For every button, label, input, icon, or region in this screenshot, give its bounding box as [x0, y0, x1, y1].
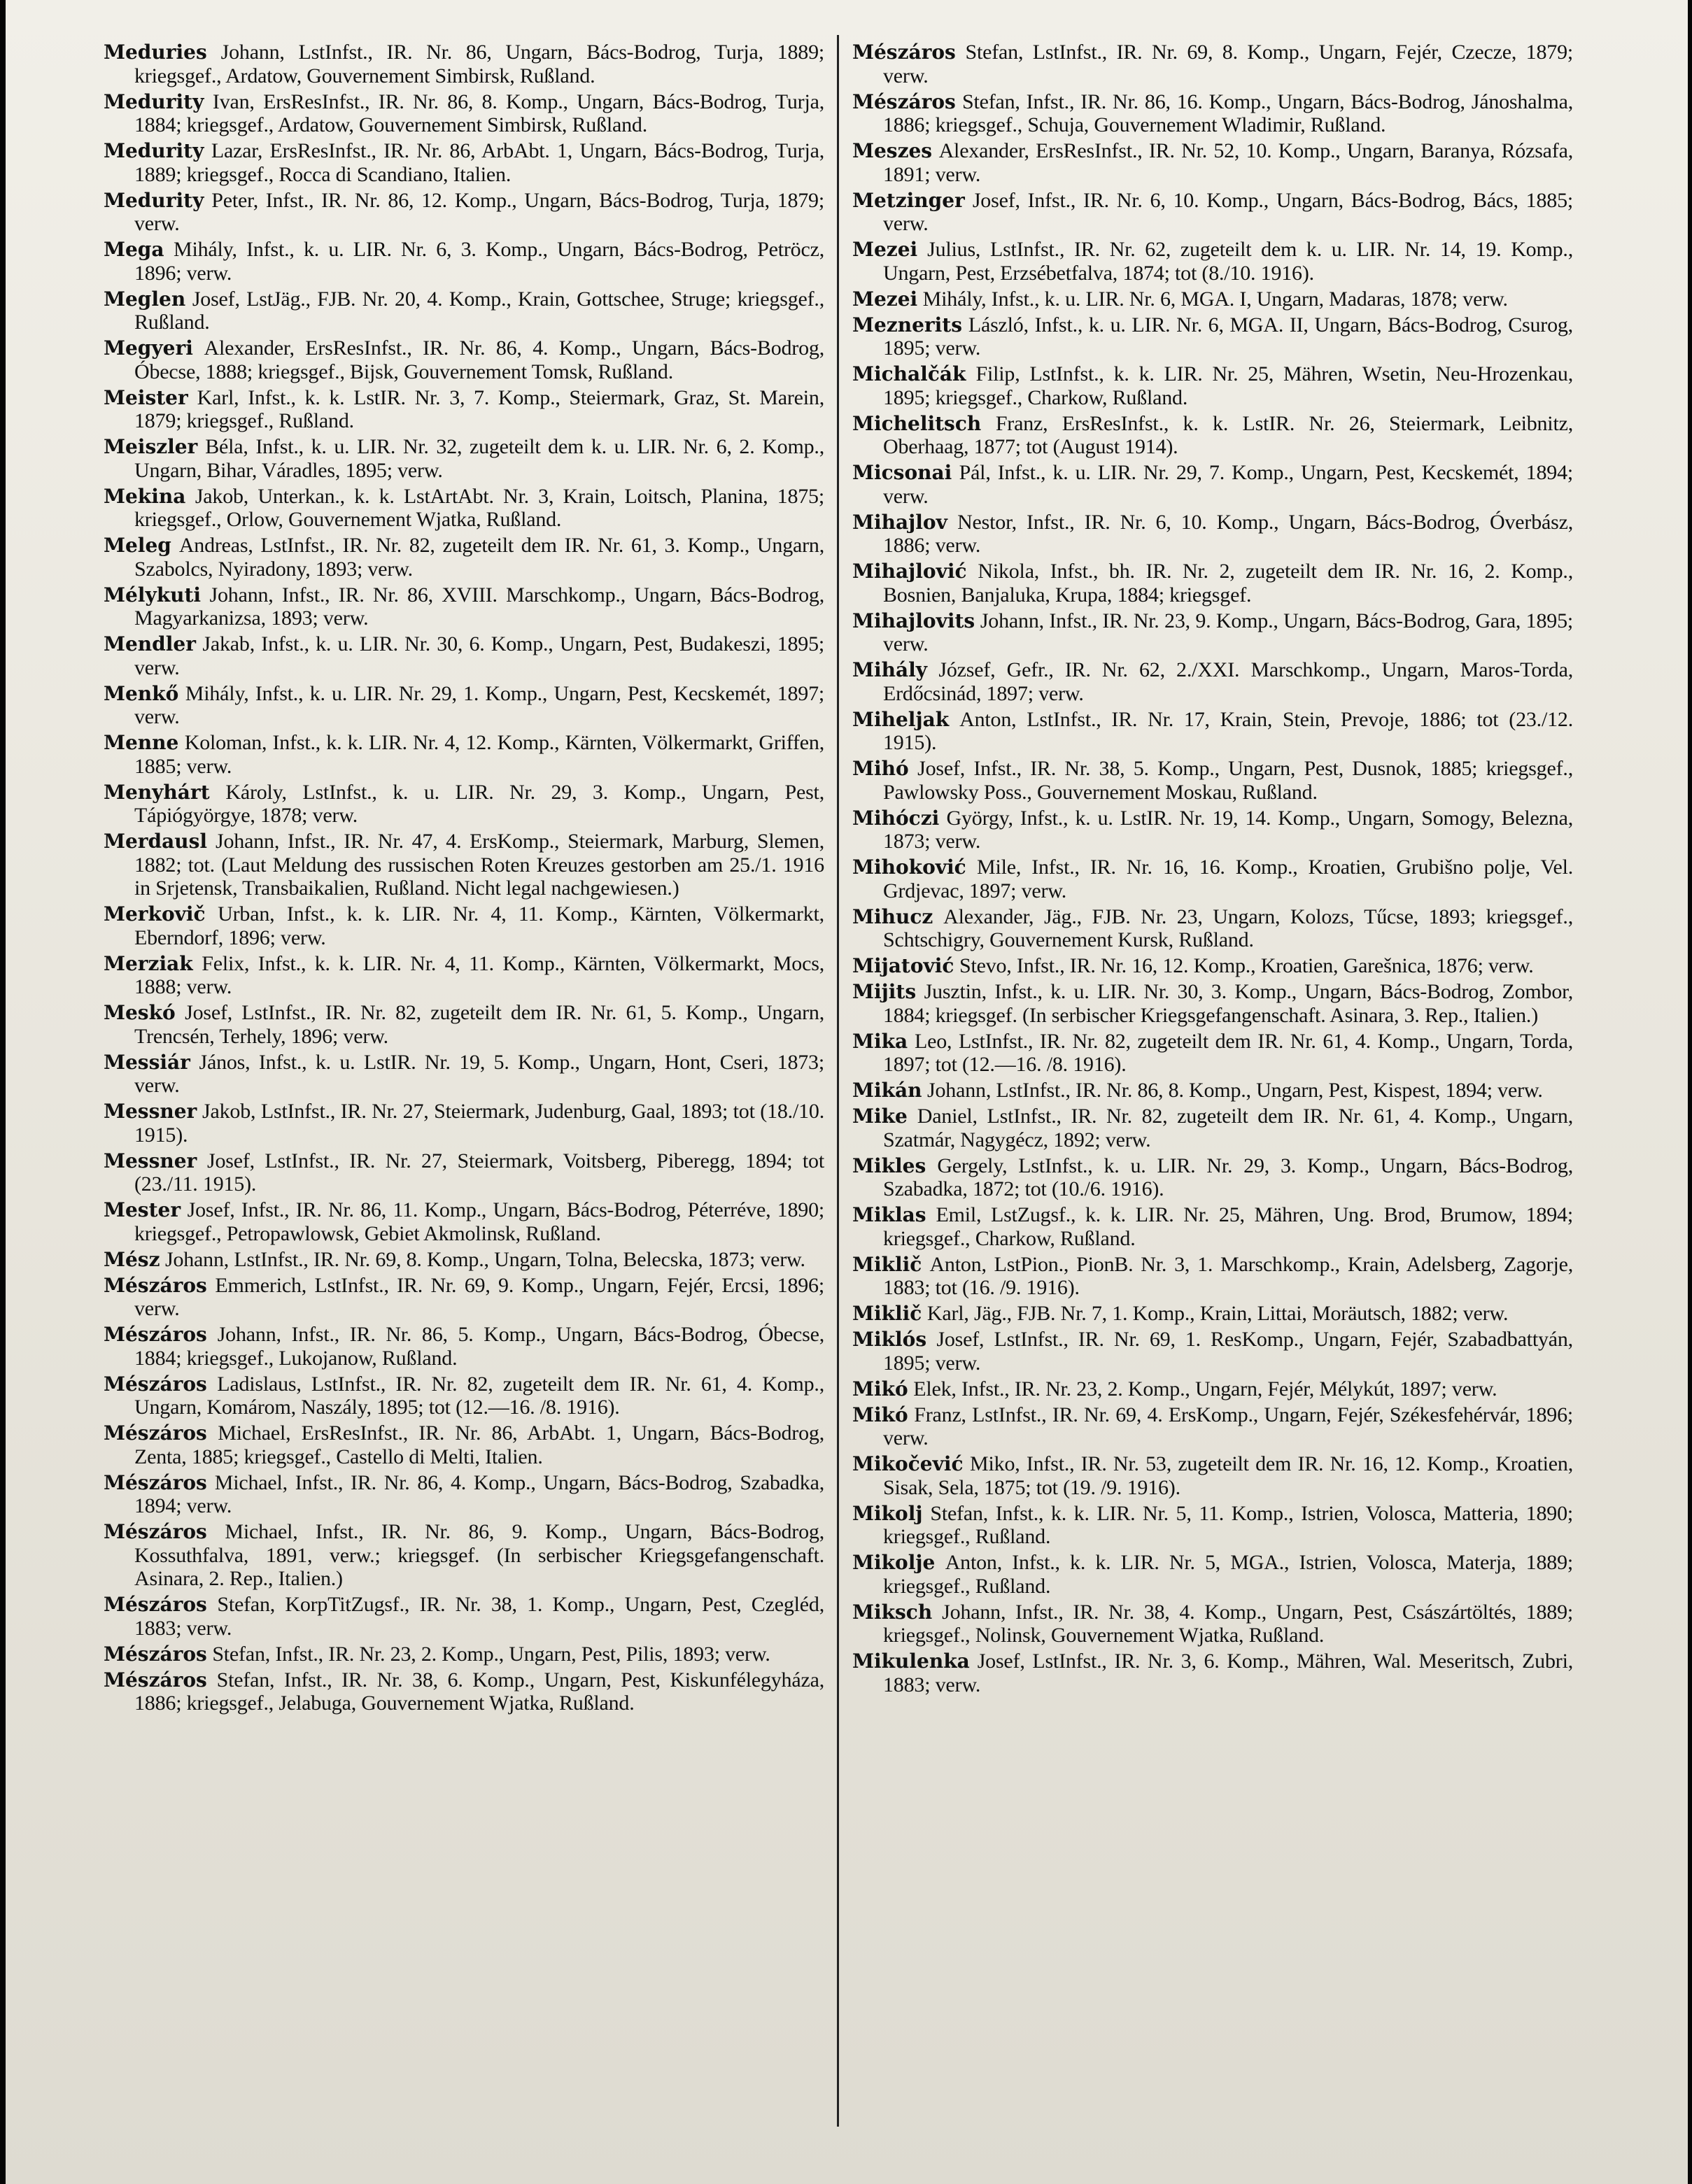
entry-surname: Meister: [104, 385, 188, 409]
list-entry: [852, 1079, 1573, 1102]
entry-surname: Michelitsch: [852, 411, 982, 435]
entry-details: Josef, LstInfst., IR. Nr. 27, Steiermark, Voitsberg, Piberegg, 1894; tot (23./11. 1915).: [134, 1149, 824, 1196]
list-entry: [104, 1051, 824, 1098]
entry-surname: Miklič: [852, 1252, 922, 1276]
list-entry: [104, 781, 824, 828]
entry-details: Emil, LstZugsf., k. k. LIR. Nr. 25, Mähren, Ung. Brod, Brumow, 1894; kriegsgef., Charkow, Rußland.: [883, 1203, 1573, 1250]
entry-surname: Mijits: [852, 980, 917, 1003]
list-entry: [104, 731, 824, 778]
entry-details: Michael, ErsResInfst., IR. Nr. 86, ArbAbt. 1, Ungarn, Bács-Bodrog, Zenta, 1885; kriegsgef., Castello di Melti, Italien.: [134, 1421, 825, 1468]
entry-surname: Mikán: [852, 1079, 922, 1102]
right-column: [852, 41, 1573, 1699]
entry-surname: Micsonai: [852, 461, 952, 484]
list-entry: [104, 583, 824, 630]
entry-surname: Mihajlovits: [852, 609, 975, 632]
list-entry: [104, 41, 824, 87]
list-entry: [852, 1030, 1573, 1077]
entry-details: Josef, Infst., IR. Nr. 6, 10. Komp., Ungarn, Bács-Bodrog, Bács, 1885; verw.: [883, 188, 1573, 235]
list-entry: [104, 1593, 824, 1640]
list-entry: [104, 90, 824, 137]
list-entry: [852, 189, 1573, 236]
list-entry: [852, 461, 1573, 508]
entry-details: Leo, LstInfst., IR. Nr. 82, zugeteilt dem IR. Nr. 61, 4. Komp., Ungarn, Torda, 1897; tot (12.—16. /8. 1916).: [883, 1029, 1573, 1076]
entry-surname: Mijatović: [852, 954, 954, 977]
list-entry: [104, 952, 824, 999]
entry-details: Michael, Infst., IR. Nr. 86, 4. Komp., Ungarn, Bács-Bodrog, Szabadka, 1894; verw.: [134, 1470, 824, 1517]
entry-surname: Mikles: [852, 1154, 926, 1177]
list-entry: [852, 905, 1573, 952]
list-entry: [852, 313, 1573, 360]
list-entry: [852, 1203, 1573, 1250]
list-entry: [852, 511, 1573, 558]
entry-details: Johann, LstInfst., IR. Nr. 69, 8. Komp., Ungarn, Tolna, Belecska, 1873; verw.: [164, 1247, 805, 1271]
entry-surname: Mezei: [852, 238, 918, 261]
list-entry: [852, 1650, 1573, 1696]
entry-surname: Mészáros: [104, 1520, 207, 1543]
entry-details: József, Gefr., IR. Nr. 62, 2./XXI. Marschkomp., Ungarn, Maros-Torda, Erdőcsinád, 1897; verw.: [883, 658, 1574, 705]
entry-details: Mihály, Infst., k. u. LIR. Nr. 29, 1. Komp., Ungarn, Pest, Kecskemét, 1897; verw.: [134, 681, 825, 728]
list-entry: [104, 1471, 824, 1518]
entry-surname: Merziak: [104, 951, 193, 975]
entry-surname: Mészáros: [104, 1372, 207, 1396]
list-entry: [104, 1001, 824, 1048]
entry-surname: Mészáros: [104, 1593, 207, 1616]
entry-details: Julius, LstInfst., IR. Nr. 62, zugeteilt dem k. u. LIR. Nr. 14, 19. Komp., Ungarn, Pest, Erzsébetfalva, 1874; tot (8./10. 1916).: [883, 238, 1574, 285]
entry-surname: Mike: [852, 1105, 908, 1128]
entry-details: Nikola, Infst., bh. IR. Nr. 2, zugeteilt dem IR. Nr. 16, 2. Komp., Bosnien, Banjaluka, Krupa, 1884; kriegsgef.: [883, 560, 1574, 607]
entry-surname: Mihoković: [852, 856, 966, 879]
entry-details: Michael, Infst., IR. Nr. 86, 9. Komp., Ungarn, Bács-Bodrog, Kossuthfalva, 1891, verw.; kriegsgef. (In serbischer Kriegsgefangenschaft. Asinara, 2. Rep., Italien.): [134, 1520, 824, 1590]
left-column: [104, 41, 824, 1717]
entry-details: Johann, Infst., IR. Nr. 86, XVIII. Marschkomp., Ungarn, Bács-Bodrog, Magyarkanizsa, 1893; verw.: [134, 583, 825, 630]
entry-surname: Messner: [104, 1100, 197, 1123]
list-entry: [852, 757, 1573, 804]
list-entry: [104, 1100, 824, 1147]
entry-details: Jakab, Infst., k. u. LIR. Nr. 30, 6. Komp., Ungarn, Pest, Budakeszi, 1895; verw.: [134, 632, 825, 679]
entry-details: Johann, LstInfst., IR. Nr. 86, Ungarn, Bács-Bodrog, Turja, 1889; kriegsgef., Ardatow, Gouvernement Simbirsk, Rußland.: [134, 41, 824, 87]
list-entry: [852, 1154, 1573, 1201]
entry-details: Johann, LstInfst., IR. Nr. 86, 8. Komp., Ungarn, Pest, Kispest, 1894; verw.: [927, 1079, 1543, 1102]
entry-surname: Meznerits: [852, 313, 962, 336]
list-entry: [852, 288, 1573, 311]
list-entry: [852, 1601, 1573, 1647]
entry-details: Josef, LstInfst., IR. Nr. 3, 6. Komp., Mähren, Wal. Meseritsch, Zubri, 1883; verw.: [883, 1650, 1573, 1696]
entry-surname: Meglen: [104, 287, 186, 311]
list-entry: [852, 560, 1573, 607]
entry-surname: Menkő: [104, 681, 179, 705]
entry-surname: Meleg: [104, 534, 171, 557]
list-entry: [104, 902, 824, 949]
list-entry: [104, 189, 824, 236]
entry-details: Daniel, LstInfst., IR. Nr. 82, zugeteilt dem IR. Nr. 61, 4. Komp., Ungarn, Szatmár, Nagygécz, 1892; verw.: [883, 1105, 1574, 1151]
entry-surname: Menne: [104, 731, 179, 754]
list-entry: [852, 609, 1573, 656]
entry-details: Stevo, Infst., IR. Nr. 16, 12. Komp., Kroatien, Garešnica, 1876; verw.: [959, 954, 1534, 977]
entry-surname: Mészáros: [104, 1470, 207, 1494]
list-entry: [852, 1302, 1573, 1326]
entry-surname: Miheljak: [852, 707, 950, 731]
list-entry: [852, 238, 1573, 285]
list-entry: [104, 238, 824, 285]
entry-details: Mihály, Infst., k. u. LIR. Nr. 6, 3. Komp., Ungarn, Bács-Bodrog, Petröcz, 1896; verw.: [134, 238, 824, 285]
entry-surname: Meskó: [104, 1001, 176, 1024]
entry-surname: Meszes: [852, 139, 933, 162]
entry-details: Josef, LstInfst., IR. Nr. 69, 1. ResKomp., Ungarn, Fejér, Szabadbattyán, 1895; verw.: [883, 1328, 1573, 1375]
entry-details: Johann, Infst., IR. Nr. 47, 4. ErsKomp., Steiermark, Marburg, Slemen, 1882; tot. (Laut Meldung des russischen Roten Kreuzes gestorben am 25./1. 1916 in Srjetensk, Transbaikalien, Rußland. Nicht legal nachgewiesen.): [134, 830, 825, 900]
entry-details: Anton, Infst., k. k. LIR. Nr. 5, MGA., Istrien, Volosca, Materja, 1889; kriegsgef., Rußland.: [883, 1551, 1574, 1598]
list-entry: [852, 90, 1573, 137]
entry-surname: Meduries: [104, 41, 207, 64]
entry-surname: Mika: [852, 1029, 908, 1053]
list-entry: [104, 139, 824, 186]
entry-details: Filip, LstInfst., k. k. LIR. Nr. 25, Mähren, Wsetin, Neu-Hrozenkau, 1895; kriegsgef., Charkow, Rußland.: [883, 362, 1574, 409]
entry-details: Mile, Infst., IR. Nr. 16, 16. Komp., Kroatien, Grubišno polje, Vel. Grdjevac, 1897; verw.: [883, 856, 1574, 902]
entry-details: Emmerich, LstInfst., IR. Nr. 69, 9. Komp., Ungarn, Fejér, Ercsi, 1896; verw.: [134, 1273, 824, 1320]
entry-surname: Mészáros: [104, 1421, 207, 1445]
entry-surname: Mihóczi: [852, 806, 940, 830]
entry-surname: Mihó: [852, 757, 909, 780]
entry-surname: Meiszler: [104, 435, 198, 458]
list-entry: [852, 1328, 1573, 1375]
entry-details: Ivan, ErsResInfst., IR. Nr. 86, 8. Komp., Ungarn, Bács-Bodrog, Turja, 1884; kriegsgef., Ardatow, Gouvernement Simbirsk, Rußland.: [134, 90, 825, 136]
entry-details: Gergely, LstInfst., k. u. LIR. Nr. 29, 3. Komp., Ungarn, Bács-Bodrog, Szabadka, 1872; tot (10./6. 1916).: [883, 1154, 1573, 1200]
document-page: [6, 0, 1688, 2184]
list-entry: [852, 1377, 1573, 1401]
list-entry: [104, 1643, 824, 1666]
entry-surname: Michalčák: [852, 362, 966, 385]
entry-surname: Mészáros: [104, 1273, 207, 1297]
entry-details: Anton, LstInfst., IR. Nr. 17, Krain, Stein, Prevoje, 1886; tot (23./12. 1915).: [883, 707, 1573, 754]
entry-details: Josef, Infst., IR. Nr. 86, 11. Komp., Ungarn, Bács-Bodrog, Péterréve, 1890; kriegsgef., Petropawlowsk, Gebiet Akmolinsk, Rußland.: [134, 1198, 825, 1245]
entry-details: Anton, LstPion., PionB. Nr. 3, 1. Marschkomp., Krain, Adelsberg, Zagorje, 1883; tot (16. /9. 1916).: [883, 1252, 1574, 1299]
list-entry: [104, 336, 824, 383]
list-entry: [104, 1323, 824, 1370]
entry-details: Miko, Infst., IR. Nr. 53, zugeteilt dem IR. Nr. 16, 12. Komp., Kroatien, Sisak, Sela, 1875; tot (19. /9. 1916).: [883, 1452, 1573, 1499]
list-entry: [104, 632, 824, 679]
entry-details: György, Infst., k. u. LstIR. Nr. 19, 14. Komp., Ungarn, Somogy, Belezna, 1873; verw.: [883, 806, 1573, 853]
entry-details: Jusztin, Infst., k. u. LIR. Nr. 30, 3. Komp., Ungarn, Bács-Bodrog, Zombor, 1884; kriegsgef. (In serbischer Kriegsgefangenschaft. Asinara, 3. Rep., Italien.): [883, 980, 1574, 1027]
entry-details: Jakob, LstInfst., IR. Nr. 27, Steiermark, Judenburg, Gaal, 1893; tot (18./10. 1915).: [134, 1100, 825, 1147]
entry-surname: Mészáros: [852, 90, 956, 113]
list-entry: [852, 708, 1573, 755]
entry-surname: Mester: [104, 1198, 181, 1221]
entry-details: Koloman, Infst., k. k. LIR. Nr. 4, 12. Komp., Kärnten, Völkermarkt, Griffen, 1885; verw.: [134, 731, 825, 778]
entry-details: Károly, LstInfst., k. u. LIR. Nr. 29, 3. Komp., Ungarn, Pest, Tápiógyörgye, 1878; verw.: [134, 780, 824, 827]
entry-details: Stefan, Infst., IR. Nr. 23, 2. Komp., Ungarn, Pest, Pilis, 1893; verw.: [212, 1642, 770, 1666]
column-divider: [837, 35, 839, 2127]
list-entry: [104, 1149, 824, 1196]
list-entry: [852, 412, 1573, 459]
entry-details: Karl, Infst., k. k. LstIR. Nr. 3, 7. Komp., Steiermark, Graz, St. Marein, 1879; kriegsgef., Rußland.: [134, 385, 824, 432]
entry-details: Elek, Infst., IR. Nr. 23, 2. Komp., Ungarn, Fejér, Mélykút, 1897; verw.: [913, 1377, 1497, 1401]
entry-details: Alexander, Jäg., FJB. Nr. 23, Ungarn, Kolozs, Tűcse, 1893; kriegsgef., Schtschigry, Gouvernement Kursk, Rußland.: [883, 905, 1573, 951]
entry-details: Andreas, LstInfst., IR. Nr. 82, zugeteilt dem IR. Nr. 61, 3. Komp., Ungarn, Szabolcs, Nyiradony, 1893; verw.: [134, 534, 825, 581]
list-entry: [104, 386, 824, 433]
list-entry: [852, 658, 1573, 705]
entry-surname: Mihajlov: [852, 510, 947, 534]
list-entry: [852, 1105, 1573, 1151]
entry-surname: Merkovič: [104, 902, 206, 926]
entry-details: Stefan, Infst., k. k. LIR. Nr. 5, 11. Komp., Istrien, Volosca, Matteria, 1890; kriegsgef., Rußland.: [883, 1501, 1574, 1548]
list-entry: [104, 682, 824, 729]
entry-details: Peter, Infst., IR. Nr. 86, 12. Komp., Ungarn, Bács-Bodrog, Turja, 1879; verw.: [134, 188, 824, 235]
entry-details: Nestor, Infst., IR. Nr. 6, 10. Komp., Ungarn, Bács-Bodrog, Óverbász, 1886; verw.: [883, 510, 1573, 557]
entry-surname: Medurity: [104, 188, 204, 212]
entry-details: Felix, Infst., k. k. LIR. Nr. 4, 11. Komp., Kärnten, Völkermarkt, Mocs, 1888; verw.: [134, 951, 824, 998]
list-entry: [852, 1403, 1573, 1450]
entry-surname: Mészáros: [104, 1668, 207, 1692]
entry-surname: Mezei: [852, 287, 918, 311]
list-entry: [104, 534, 824, 581]
entry-details: Josef, LstJäg., FJB. Nr. 20, 4. Komp., Krain, Gottschee, Struge; kriegsgef., Rußland.: [134, 287, 824, 334]
entry-surname: Mekina: [104, 484, 186, 508]
list-entry: [852, 954, 1573, 978]
entry-surname: Mélykuti: [104, 583, 202, 607]
list-entry: [104, 1198, 824, 1245]
entry-details: Stefan, Infst., IR. Nr. 38, 6. Komp., Ungarn, Pest, Kiskunfélegyháza, 1886; kriegsgef., Jelabuga, Gouvernement Wjatka, Rußland.: [134, 1668, 824, 1715]
list-entry: [852, 1253, 1573, 1300]
entry-details: Stefan, LstInfst., IR. Nr. 69, 8. Komp., Ungarn, Fejér, Czecze, 1879; verw.: [883, 41, 1574, 87]
list-entry: [104, 1520, 824, 1591]
entry-details: Franz, LstInfst., IR. Nr. 69, 4. ErsKomp., Ungarn, Fejér, Székesfehérvár, 1896; verw.: [883, 1403, 1574, 1449]
entry-surname: Mészáros: [104, 1642, 207, 1666]
entry-surname: Mikolj: [852, 1501, 923, 1525]
entry-surname: Mihajlović: [852, 560, 967, 583]
list-entry: [852, 1551, 1573, 1598]
entry-surname: Megyeri: [104, 336, 193, 360]
entry-surname: Mész: [104, 1247, 160, 1271]
entry-details: Karl, Jäg., FJB. Nr. 7, 1. Komp., Krain, Littai, Moräutsch, 1882; verw.: [926, 1302, 1509, 1325]
entry-surname: Medurity: [104, 90, 204, 113]
entry-details: Stefan, KorpTitZugsf., IR. Nr. 38, 1. Komp., Ungarn, Pest, Czegléd, 1883; verw.: [134, 1593, 824, 1640]
entry-surname: Miklas: [852, 1203, 926, 1226]
entry-surname: Mészáros: [104, 1323, 207, 1346]
entry-details: Urban, Infst., k. k. LIR. Nr. 4, 11. Komp., Kärnten, Völkermarkt, Eberndorf, 1896; verw.: [134, 902, 824, 949]
entry-details: Béla, Infst., k. u. LIR. Nr. 32, zugeteilt dem k. u. LIR. Nr. 6, 2. Komp., Ungarn, Bihar, Váradles, 1895; verw.: [134, 435, 824, 482]
list-entry: [104, 830, 824, 900]
entry-details: Ladislaus, LstInfst., IR. Nr. 82, zugeteilt dem IR. Nr. 61, 4. Komp., Ungarn, Komárom, Naszály, 1895; tot (12.—16. /8. 1916).: [134, 1372, 825, 1419]
entry-surname: Mihály: [852, 658, 928, 681]
entry-details: János, Infst., k. u. LstIR. Nr. 19, 5. Komp., Ungarn, Hont, Cseri, 1873; verw.: [134, 1050, 824, 1097]
entry-surname: Mikó: [852, 1377, 908, 1401]
entry-surname: Mega: [104, 238, 164, 261]
entry-details: Johann, Infst., IR. Nr. 86, 5. Komp., Ungarn, Bács-Bodrog, Óbecse, 1884; kriegsgef., Lukojanow, Rußland.: [134, 1323, 825, 1370]
entry-surname: Mikočević: [852, 1452, 964, 1475]
list-entry: [104, 1274, 824, 1321]
entry-details: Josef, Infst., IR. Nr. 38, 5. Komp., Ungarn, Pest, Dusnok, 1885; kriegsgef., Pawlowsky Poss., Gouvernement Moskau, Rußland.: [883, 757, 1573, 804]
entry-surname: Mikó: [852, 1403, 908, 1426]
list-entry: [852, 980, 1573, 1027]
entry-surname: Mikulenka: [852, 1650, 970, 1673]
entry-details: Franz, ErsResInfst., k. k. LstIR. Nr. 26, Steiermark, Leibnitz, Oberhaag, 1877; tot (August 1914).: [883, 411, 1573, 458]
entry-details: Stefan, Infst., IR. Nr. 86, 16. Komp., Ungarn, Bács-Bodrog, Jánoshalma, 1886; kriegsgef., Schuja, Gouvernement Wladimir, Rußland.: [883, 90, 1573, 136]
entry-details: Mihály, Infst., k. u. LIR. Nr. 6, MGA. I, Ungarn, Madaras, 1878; verw.: [922, 287, 1508, 311]
entry-surname: Miksch: [852, 1600, 933, 1624]
list-entry: [104, 1373, 824, 1419]
list-entry: [852, 41, 1573, 87]
list-entry: [852, 807, 1573, 853]
entry-surname: Medurity: [104, 139, 204, 162]
list-entry: [104, 1421, 824, 1468]
entry-details: Lazar, ErsResInfst., IR. Nr. 86, ArbAbt. 1, Ungarn, Bács-Bodrog, Turja, 1889; kriegsgef., Rocca di Scandiano, Italien.: [134, 139, 824, 186]
entry-surname: Menyhárt: [104, 780, 210, 804]
entry-surname: Metzinger: [852, 188, 965, 212]
entry-details: Alexander, ErsResInfst., IR. Nr. 52, 10. Komp., Ungarn, Baranya, Rózsafa, 1891; verw.: [883, 139, 1574, 186]
list-entry: [104, 1248, 824, 1272]
list-entry: [852, 1452, 1573, 1499]
entry-surname: Mikolje: [852, 1551, 936, 1574]
list-entry: [852, 1502, 1573, 1549]
entry-surname: Merdausl: [104, 830, 208, 853]
entry-details: László, Infst., k. u. LIR. Nr. 6, MGA. II, Ungarn, Bács-Bodrog, Csurog, 1895; verw.: [883, 313, 1573, 360]
entry-details: Johann, Infst., IR. Nr. 38, 4. Komp., Ungarn, Pest, Császártöltés, 1889; kriegsgef., Nolinsk, Gouvernement Wjatka, Rußland.: [883, 1600, 1574, 1647]
entry-surname: Mészáros: [852, 41, 956, 64]
entry-details: Johann, Infst., IR. Nr. 23, 9. Komp., Ungarn, Bács-Bodrog, Gara, 1895; verw.: [883, 609, 1573, 655]
entry-surname: Miklós: [852, 1328, 927, 1351]
list-entry: [104, 288, 824, 334]
entry-details: Pál, Infst., k. u. LIR. Nr. 29, 7. Komp., Ungarn, Pest, Kecskemét, 1894; verw.: [883, 461, 1574, 508]
entry-surname: Mendler: [104, 632, 196, 655]
list-entry: [852, 856, 1573, 902]
entry-surname: Mihucz: [852, 905, 933, 928]
list-entry: [104, 1668, 824, 1715]
list-entry: [104, 485, 824, 532]
entry-details: Josef, LstInfst., IR. Nr. 82, zugeteilt dem IR. Nr. 61, 5. Komp., Ungarn, Trencsén, Terhely, 1896; verw.: [134, 1001, 825, 1048]
list-entry: [852, 139, 1573, 186]
entry-surname: Miklič: [852, 1302, 922, 1325]
entry-details: Jakob, Unterkan., k. k. LstArtAbt. Nr. 3, Krain, Loitsch, Planina, 1875; kriegsgef., Orlow, Gouvernement Wjatka, Rußland.: [134, 484, 824, 531]
list-entry: [852, 362, 1573, 409]
entry-surname: Messner: [104, 1149, 197, 1172]
list-entry: [104, 435, 824, 482]
entry-surname: Messiár: [104, 1050, 190, 1074]
entry-details: Alexander, ErsResInfst., IR. Nr. 86, 4. Komp., Ungarn, Bács-Bodrog, Óbecse, 1888; kriegsgef., Bijsk, Gouvernement Tomsk, Rußland.: [134, 336, 824, 383]
